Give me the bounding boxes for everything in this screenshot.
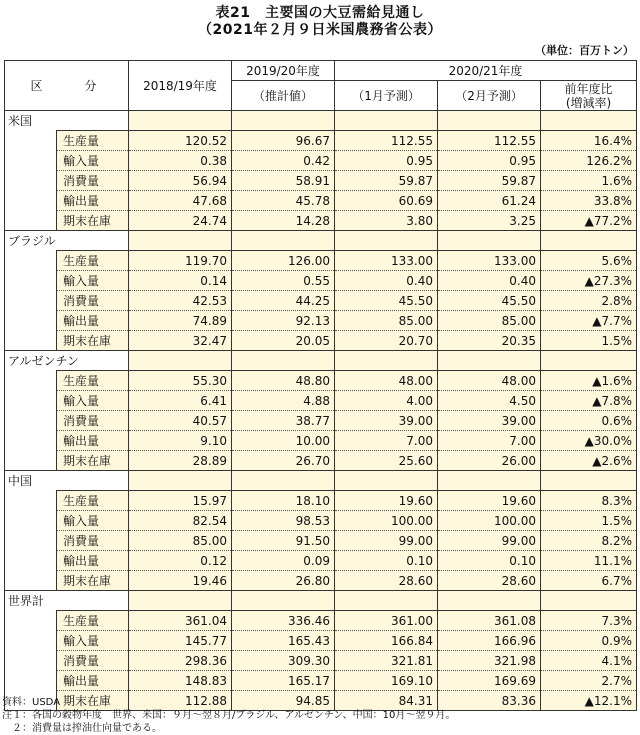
row-label: 消費量: [57, 171, 129, 191]
table-row: [5, 551, 637, 571]
empty-cell: [438, 111, 541, 131]
value-cell: 92.13: [232, 311, 335, 331]
value-cell: 1.5%: [541, 511, 637, 531]
value-cell: 28.60: [438, 571, 541, 591]
value-cell: 84.31: [335, 691, 438, 711]
row-label: 輸入量: [57, 631, 129, 651]
value-cell: 7.00: [335, 431, 438, 451]
row-label: 輸入量: [57, 271, 129, 291]
value-cell: 148.83: [129, 671, 232, 691]
empty-cell: [129, 351, 232, 371]
row-label: 期末在庫: [57, 571, 129, 591]
value-cell: 0.95: [438, 151, 541, 171]
value-cell: 20.05: [232, 331, 335, 351]
indent-cell: [5, 431, 57, 451]
value-cell: 19.60: [438, 491, 541, 511]
indent-cell: [5, 171, 57, 191]
empty-cell: [541, 591, 637, 611]
empty-cell: [335, 471, 438, 491]
empty-cell: [541, 111, 637, 131]
header-yoy-change-line1: 前年度比: [564, 81, 613, 96]
value-cell: ▲77.2%: [541, 211, 637, 231]
table-row: [5, 171, 637, 191]
value-cell: 40.57: [129, 411, 232, 431]
value-cell: 298.36: [129, 651, 232, 671]
indent-cell: [5, 611, 57, 631]
empty-cell: [232, 471, 335, 491]
empty-cell: [232, 591, 335, 611]
value-cell: 0.95: [335, 151, 438, 171]
value-cell: 112.55: [335, 131, 438, 151]
value-cell: 55.30: [129, 371, 232, 391]
indent-cell: [5, 551, 57, 571]
indent-cell: [5, 531, 57, 551]
row-label: 消費量: [57, 651, 129, 671]
value-cell: 56.94: [129, 171, 232, 191]
row-label: 消費量: [57, 291, 129, 311]
value-cell: 19.60: [335, 491, 438, 511]
table-row: [5, 651, 637, 671]
header-category: 区 分: [5, 61, 129, 111]
table-row: [5, 271, 637, 291]
empty-cell: [232, 231, 335, 251]
indent-cell: [5, 271, 57, 291]
soybean-supply-demand-table: [4, 60, 637, 711]
value-cell: 6.7%: [541, 571, 637, 591]
value-cell: ▲7.7%: [541, 311, 637, 331]
empty-cell: [129, 231, 232, 251]
value-cell: 45.50: [438, 291, 541, 311]
value-cell: 44.25: [232, 291, 335, 311]
empty-cell: [335, 351, 438, 371]
value-cell: ▲7.8%: [541, 391, 637, 411]
value-cell: 112.55: [438, 131, 541, 151]
row-label: 輸出量: [57, 191, 129, 211]
table-row: [5, 371, 637, 391]
value-cell: 321.81: [335, 651, 438, 671]
value-cell: 2.8%: [541, 291, 637, 311]
empty-cell: [335, 111, 438, 131]
value-cell: 26.00: [438, 451, 541, 471]
table-row: [5, 331, 637, 351]
value-cell: 99.00: [335, 531, 438, 551]
value-cell: 9.10: [129, 431, 232, 451]
row-label: 生産量: [57, 491, 129, 511]
unit-label: （単位：百万トン）: [535, 44, 634, 57]
indent-cell: [5, 251, 57, 271]
value-cell: 361.08: [438, 611, 541, 631]
country-name: 米国: [5, 111, 129, 131]
value-cell: 74.89: [129, 311, 232, 331]
table-row: [5, 611, 637, 631]
value-cell: 59.87: [335, 171, 438, 191]
indent-cell: [5, 191, 57, 211]
value-cell: 100.00: [438, 511, 541, 531]
value-cell: 1.6%: [541, 171, 637, 191]
value-cell: 0.55: [232, 271, 335, 291]
empty-cell: [541, 231, 637, 251]
value-cell: 98.53: [232, 511, 335, 531]
value-cell: 11.1%: [541, 551, 637, 571]
row-label: 期末在庫: [57, 331, 129, 351]
value-cell: 45.78: [232, 191, 335, 211]
table-row: [5, 451, 637, 471]
value-cell: 0.40: [438, 271, 541, 291]
value-cell: 361.04: [129, 611, 232, 631]
value-cell: 91.50: [232, 531, 335, 551]
country-header-row: [5, 351, 637, 371]
value-cell: 4.50: [438, 391, 541, 411]
value-cell: 0.6%: [541, 411, 637, 431]
table-row: [5, 191, 637, 211]
empty-cell: [335, 231, 438, 251]
value-cell: 85.00: [438, 311, 541, 331]
footnotes: [2, 696, 455, 735]
indent-cell: [5, 211, 57, 231]
table-row: [5, 671, 637, 691]
value-cell: 20.35: [438, 331, 541, 351]
value-cell: 1.5%: [541, 331, 637, 351]
value-cell: 28.89: [129, 451, 232, 471]
value-cell: 0.42: [232, 151, 335, 171]
table-row: [5, 291, 637, 311]
row-label: 期末在庫: [57, 451, 129, 471]
value-cell: 20.70: [335, 331, 438, 351]
country-name: 中国: [5, 471, 129, 491]
header-yoy-change: [541, 81, 637, 111]
value-cell: 18.10: [232, 491, 335, 511]
indent-cell: [5, 651, 57, 671]
row-label: 輸出量: [57, 431, 129, 451]
value-cell: 58.91: [232, 171, 335, 191]
value-cell: 82.54: [129, 511, 232, 531]
indent-cell: [5, 511, 57, 531]
value-cell: ▲27.3%: [541, 271, 637, 291]
empty-cell: [438, 591, 541, 611]
row-label: 期末在庫: [57, 691, 129, 711]
row-label: 輸入量: [57, 151, 129, 171]
table-title: 表21 主要国の大豆需給見通し: [215, 5, 425, 21]
country-header-row: [5, 591, 637, 611]
indent-cell: [5, 451, 57, 471]
value-cell: 336.46: [232, 611, 335, 631]
table-row: [5, 431, 637, 451]
value-cell: 83.36: [438, 691, 541, 711]
value-cell: 16.4%: [541, 131, 637, 151]
value-cell: 48.00: [438, 371, 541, 391]
value-cell: 10.00: [232, 431, 335, 451]
footnote-1: 注１：各国の穀物年度 世界、米国：９月～翌８月/ブラジル、アルゼンチン、中国：10月～翌９月。: [2, 710, 456, 721]
value-cell: 45.50: [335, 291, 438, 311]
value-cell: 0.12: [129, 551, 232, 571]
empty-cell: [438, 231, 541, 251]
empty-cell: [129, 111, 232, 131]
value-cell: 0.38: [129, 151, 232, 171]
value-cell: 0.40: [335, 271, 438, 291]
country-header-row: [5, 471, 637, 491]
header-2020-21-jan: （1月予測）: [335, 81, 438, 111]
country-header-row: [5, 111, 637, 131]
value-cell: ▲30.0%: [541, 431, 637, 451]
value-cell: 60.69: [335, 191, 438, 211]
row-label: 輸出量: [57, 311, 129, 331]
indent-cell: [5, 291, 57, 311]
indent-cell: [5, 631, 57, 651]
empty-cell: [438, 471, 541, 491]
value-cell: 94.85: [232, 691, 335, 711]
value-cell: 19.46: [129, 571, 232, 591]
empty-cell: [335, 591, 438, 611]
value-cell: 42.53: [129, 291, 232, 311]
value-cell: 119.70: [129, 251, 232, 271]
table-row: [5, 411, 637, 431]
value-cell: 133.00: [438, 251, 541, 271]
value-cell: 169.10: [335, 671, 438, 691]
value-cell: 38.77: [232, 411, 335, 431]
empty-cell: [129, 471, 232, 491]
value-cell: 165.17: [232, 671, 335, 691]
value-cell: 39.00: [335, 411, 438, 431]
header-2019-20-estimate: （推計値）: [232, 81, 335, 111]
indent-cell: [5, 411, 57, 431]
row-label: 輸出量: [57, 551, 129, 571]
row-label: 期末在庫: [57, 211, 129, 231]
value-cell: 6.41: [129, 391, 232, 411]
country-name: 世界計: [5, 591, 129, 611]
table-row: [5, 391, 637, 411]
value-cell: 4.88: [232, 391, 335, 411]
footnote-2: ２：消費量は搾油仕向量である。: [2, 723, 162, 734]
value-cell: 96.67: [232, 131, 335, 151]
value-cell: 0.09: [232, 551, 335, 571]
row-label: 輸入量: [57, 511, 129, 531]
empty-cell: [232, 351, 335, 371]
value-cell: 32.47: [129, 331, 232, 351]
value-cell: 5.6%: [541, 251, 637, 271]
value-cell: 48.80: [232, 371, 335, 391]
value-cell: 100.00: [335, 511, 438, 531]
row-label: 消費量: [57, 531, 129, 551]
value-cell: 2.7%: [541, 671, 637, 691]
value-cell: 126.2%: [541, 151, 637, 171]
value-cell: ▲2.6%: [541, 451, 637, 471]
value-cell: 133.00: [335, 251, 438, 271]
row-label: 生産量: [57, 251, 129, 271]
table-row: [5, 151, 637, 171]
table-row: [5, 571, 637, 591]
value-cell: 28.60: [335, 571, 438, 591]
value-cell: 4.1%: [541, 651, 637, 671]
value-cell: 48.00: [335, 371, 438, 391]
value-cell: 4.00: [335, 391, 438, 411]
row-label: 生産量: [57, 371, 129, 391]
country-header-row: [5, 231, 637, 251]
table-row: [5, 511, 637, 531]
value-cell: ▲1.6%: [541, 371, 637, 391]
indent-cell: [5, 571, 57, 591]
value-cell: 3.25: [438, 211, 541, 231]
row-label: 輸出量: [57, 671, 129, 691]
value-cell: ▲12.1%: [541, 691, 637, 711]
table-row: [5, 311, 637, 331]
empty-cell: [541, 471, 637, 491]
value-cell: 166.84: [335, 631, 438, 651]
value-cell: 166.96: [438, 631, 541, 651]
value-cell: 26.80: [232, 571, 335, 591]
value-cell: 321.98: [438, 651, 541, 671]
indent-cell: [5, 331, 57, 351]
value-cell: 61.24: [438, 191, 541, 211]
indent-cell: [5, 391, 57, 411]
value-cell: 8.3%: [541, 491, 637, 511]
value-cell: 33.8%: [541, 191, 637, 211]
value-cell: 14.28: [232, 211, 335, 231]
table-row: [5, 631, 637, 651]
table-row: [5, 211, 637, 231]
header-2018-19: 2018/19年度: [129, 61, 232, 111]
row-label: 消費量: [57, 411, 129, 431]
footnote-source: 資料：USDA: [2, 697, 61, 708]
header-2019-20: 2019/20年度: [232, 61, 335, 81]
table-row: [5, 251, 637, 271]
value-cell: 85.00: [129, 531, 232, 551]
header-yoy-change-line2: (増減率): [565, 95, 612, 110]
value-cell: 59.87: [438, 171, 541, 191]
indent-cell: [5, 491, 57, 511]
indent-cell: [5, 151, 57, 171]
country-name: アルゼンチン: [5, 351, 129, 371]
empty-cell: [438, 351, 541, 371]
table-row: [5, 491, 637, 511]
value-cell: 47.68: [129, 191, 232, 211]
value-cell: 126.00: [232, 251, 335, 271]
indent-cell: [5, 671, 57, 691]
table-row: [5, 531, 637, 551]
value-cell: 0.10: [438, 551, 541, 571]
indent-cell: [5, 311, 57, 331]
value-cell: 85.00: [335, 311, 438, 331]
value-cell: 169.69: [438, 671, 541, 691]
value-cell: 3.80: [335, 211, 438, 231]
value-cell: 7.3%: [541, 611, 637, 631]
value-cell: 165.43: [232, 631, 335, 651]
header-2020-21-feb: （2月予測）: [438, 81, 541, 111]
value-cell: 24.74: [129, 211, 232, 231]
empty-cell: [129, 591, 232, 611]
empty-cell: [541, 351, 637, 371]
value-cell: 0.9%: [541, 631, 637, 651]
indent-cell: [5, 371, 57, 391]
table-subtitle: （2021年２月９日米国農務省公表）: [198, 22, 442, 38]
value-cell: 26.70: [232, 451, 335, 471]
value-cell: 15.97: [129, 491, 232, 511]
table-row: [5, 131, 637, 151]
country-name: ブラジル: [5, 231, 129, 251]
empty-cell: [232, 111, 335, 131]
value-cell: 8.2%: [541, 531, 637, 551]
header-2020-21: 2020/21年度: [335, 61, 637, 81]
value-cell: 0.10: [335, 551, 438, 571]
value-cell: 309.30: [232, 651, 335, 671]
value-cell: 145.77: [129, 631, 232, 651]
value-cell: 0.14: [129, 271, 232, 291]
value-cell: 7.00: [438, 431, 541, 451]
value-cell: 361.00: [335, 611, 438, 631]
row-label: 生産量: [57, 611, 129, 631]
value-cell: 39.00: [438, 411, 541, 431]
value-cell: 112.88: [129, 691, 232, 711]
row-label: 輸入量: [57, 391, 129, 411]
value-cell: 25.60: [335, 451, 438, 471]
row-label: 生産量: [57, 131, 129, 151]
value-cell: 99.00: [438, 531, 541, 551]
indent-cell: [5, 131, 57, 151]
value-cell: 120.52: [129, 131, 232, 151]
